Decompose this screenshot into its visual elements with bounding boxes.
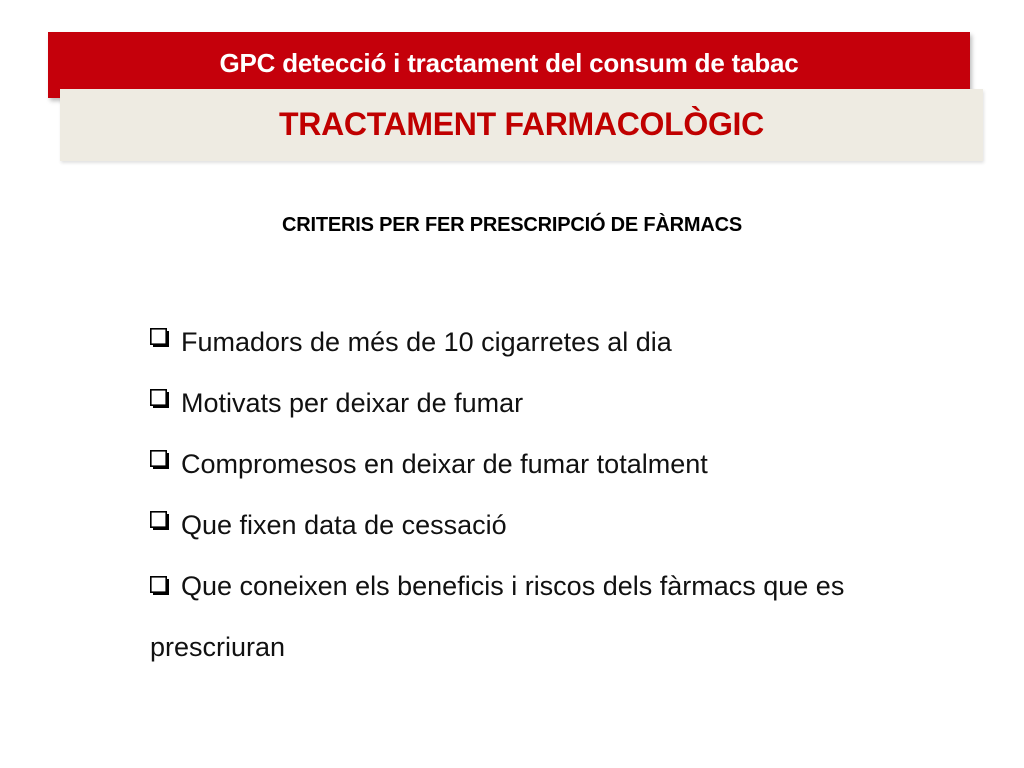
checkbox-icon [150,511,170,531]
criteria-item [150,434,930,495]
criteria-item-label: Fumadors de més de 10 cigarretes al dia [181,327,672,357]
section-title: TRACTAMENT FARMACOLÒGIC [279,106,764,142]
criteria-item [150,556,930,678]
criteria-item [150,495,930,556]
criteria-item [150,312,930,373]
checkbox-icon [150,450,170,470]
criteria-item-label: Motivats per deixar de fumar [181,388,524,418]
criteria-list [150,312,930,678]
checkbox-icon [150,389,170,409]
criteria-item [150,373,930,434]
criteria-item-label: Que coneixen els beneficis i riscos dels fàrmacs que es prescriuran [150,571,845,662]
criteria-item-label: Que fixen data de cessació [181,510,507,540]
criteria-item-label: Compromesos en deixar de fumar totalment [181,449,708,479]
checkbox-icon [150,328,170,348]
checkbox-icon [150,576,170,596]
slide-title: GPC detecció i tractament del consum de tabac [219,48,799,78]
section-banner [60,89,983,161]
criteria-heading: CRITERIS PER FER PRESCRIPCIÓ DE FÀRMACS [281,214,743,236]
